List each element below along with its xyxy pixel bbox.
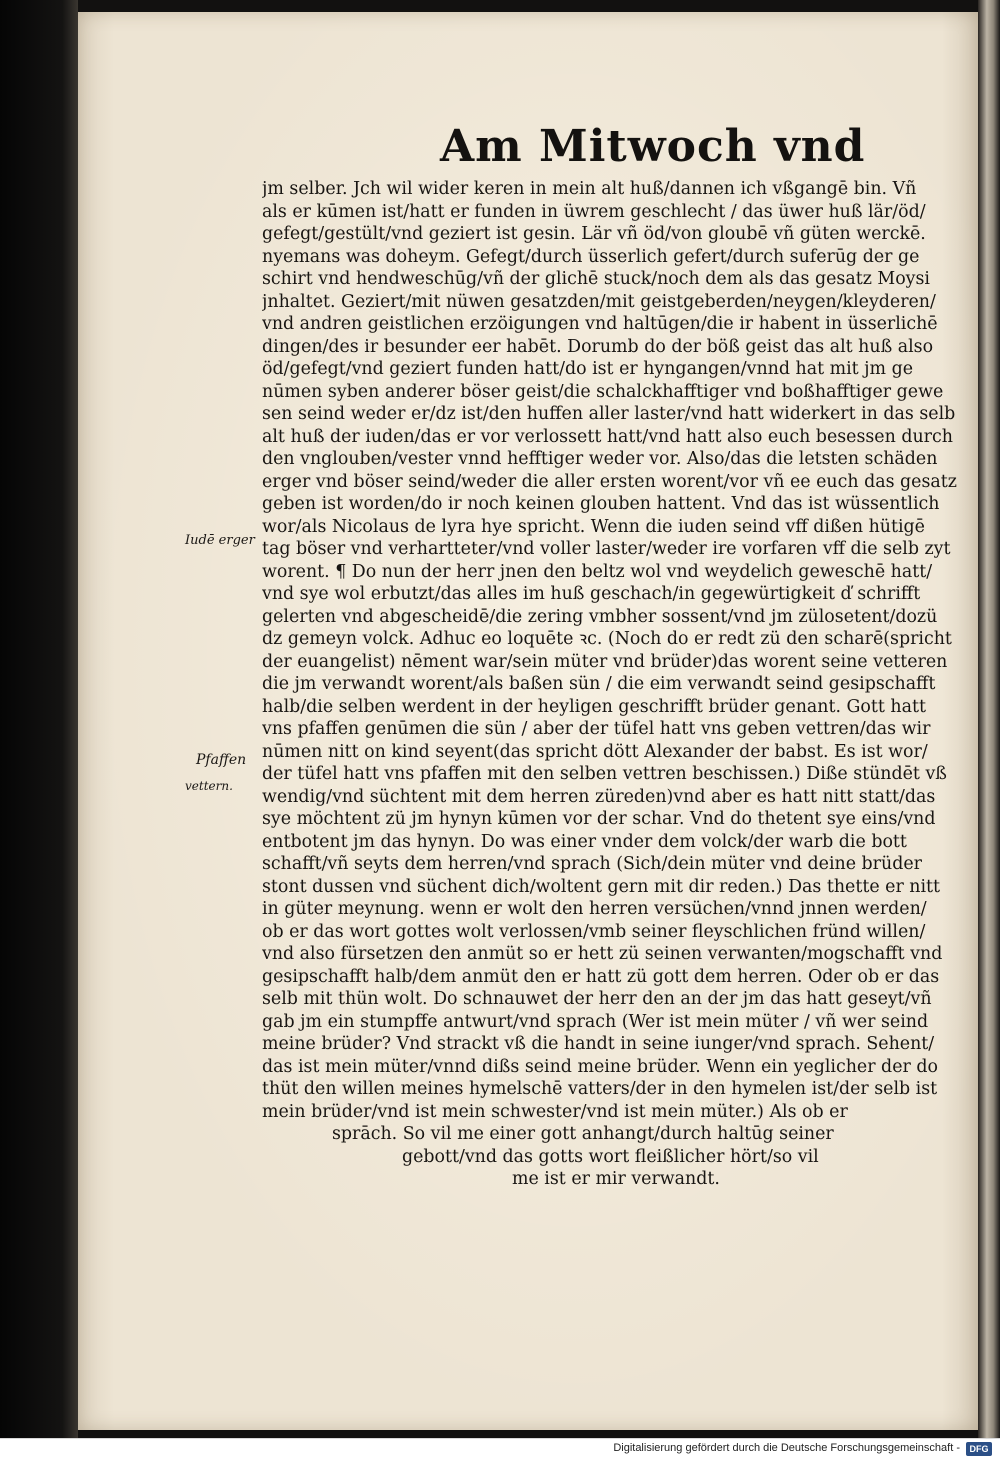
text-line: alt huß der iuden/das er vor verlossett hatt/vnd hatt also euch besessen durch — [262, 426, 953, 447]
margin-note-vettern: vettern. — [185, 779, 233, 793]
page-header: Am Mitwoch vnd — [440, 121, 866, 172]
text-line: halb/die selben werdent in der heyligen geschrifft brüder genant. Gott hatt — [262, 696, 926, 717]
body-text — [262, 178, 974, 1191]
text-line: gebott/vnd das gotts wort fleißlicher hört/so vil — [402, 1146, 819, 1167]
text-line: den vnglouben/vester vnnd hefftiger weder vor. Also/das die letsten schäden — [262, 449, 938, 469]
text-line: gab jm ein stumpffe antwurt/vnd sprach (Wer ist mein müter / vñ wer seind — [262, 1011, 929, 1032]
text-line: öd/gefegt/vnd geziert funden hatt/do ist er hyngangen/vnnd hat mit jm ge — [262, 359, 913, 379]
text-line: selb mit thün wolt. Do schnauwet der herr den an der jm das hatt geseyt/vñ — [262, 989, 932, 1009]
margin-note-iuden: Iudē erger — [185, 533, 255, 548]
text-line: dingen/des ir besunder eer habēt. Dorumb do der böß geist das alt huß also — [262, 336, 934, 357]
text-line: ob er das wort gottes wolt verlossen/vmb seiner fleyschlichen fründ willen/ — [262, 921, 926, 942]
text-line: tag böser vnd verhartteter/vnd voller laster/weder ire vorfaren vff die selb zyt — [262, 539, 951, 559]
text-line: vns pfaffen genūmen die sün / aber der tüfel hatt vns geben vettren/das wir — [262, 719, 931, 739]
text-line: stont dussen vnd süchent dich/woltent gern mit dir reden.) Das thette er nitt — [262, 876, 941, 897]
text-line: mein brüder/vnd ist mein schwester/vnd ist mein müter.) Als ob er — [262, 1101, 848, 1122]
text-line: gesipschafft halb/dem anmüt den er hatt zü gott dem herren. Oder ob er das — [262, 966, 940, 987]
margin-note-pfaffen: Pfaffen — [196, 752, 247, 768]
text-line: in güter meynung. wenn er wolt den herren versüchen/vnnd jnnen werden/ — [262, 899, 927, 919]
text-line: als er kūmen ist/hatt er funden in üwrem geschlecht / das üwer huß lär/öd/ — [262, 201, 926, 222]
text-line: jnhaltet. Geziert/mit nüwen gesatzden/mit geistgeberden/neygen/kleyderen/ — [262, 291, 936, 312]
text-line: thüt den willen meines hymelschē vatters/der in den hymelen ist/der selb ist — [262, 1079, 938, 1099]
text-line: vnd also fürsetzen den anmüt so er hett zü seinen verwanten/mogschafft vnd — [262, 944, 943, 964]
book-spine — [978, 0, 1000, 1438]
text-line: sye möchtent zü jm hynyn kūmen vor der schar. Vnd do thetent sye eins/vnd — [262, 809, 936, 829]
text-line: jm selber. Jch wil wider keren in mein alt huß/dannen ich vßgangē bin. Vñ — [262, 179, 917, 199]
text-line: schirt vnd hendweschūg/vñ der glichē stuck/noch dem als das gesatz Moysi — [262, 269, 930, 289]
text-line: gelerten vnd abgescheidē/die zering vmbher sossent/vnd jm zülosetent/dozü — [262, 606, 938, 627]
text-line: sprāch. So vil me einer gott anhangt/durch haltūg seiner — [332, 1124, 834, 1144]
scan-border-left — [0, 0, 78, 1438]
text-line: dz gemeyn volck. Adhuc eo loquēte ꝛc. (Noch do er redt zü den scharē(spricht — [262, 629, 952, 649]
text-line: der tüfel hatt vns pfaffen mit den selben vettren beschissen.) Diße stündēt vß — [262, 764, 947, 784]
text-line: meine brüder? Vnd strackt vß die handt in seine iunger/vnd sprach. Sehent/ — [262, 1034, 935, 1054]
text-line: nyemans was doheym. Gefegt/durch üsserlich gefert/durch suferūg der ge — [262, 246, 920, 267]
text-line: schafft/vñ seyts dem herren/vnd sprach (Sich/dein müter vnd deine brüder — [262, 854, 922, 874]
text-line: wor/als Nicolaus de lyra hye spricht. Wenn die iuden seind vff dißen hütigē — [262, 516, 925, 537]
text-line: nūmen nitt on kind seyent(das spricht dött Alexander der babst. Es ist wor/ — [262, 741, 928, 762]
text-line: me ist er mir verwandt. — [512, 1169, 720, 1189]
text-line: entbotent jm das hynyn. Do was einer vnder dem volck/der warb die bott — [262, 831, 907, 852]
footer-credit: Digitalisierung gefördert durch die Deutsche Forschungsgemeinschaft - — [613, 1442, 960, 1454]
text-line: vnd andren geistlichen erzöigungen vnd haltūgen/die ir habent in üsserlichē — [262, 314, 938, 334]
text-line: gefegt/gestült/vnd geziert ist gesin. Lär vñ öd/von gloubē vñ güten werckē. — [262, 224, 926, 244]
text-line: geben ist worden/do ir noch keinen glouben hattent. Vnd das ist wüssentlich — [262, 494, 940, 514]
text-line: der euangelist) nēment war/sein müter vnd brüder)das worent seine vetteren — [262, 651, 948, 672]
text-line: sen seind weder er/dz ist/den huffen aller laster/vnd hatt widerkert in das selb — [262, 404, 956, 424]
text-line: erger vnd böser seind/weder die aller ersten worent/vor vñ ee euch das gesatz — [262, 471, 957, 492]
text-line: das ist mein müter/vnnd dißs seind meine brüder. Wenn ein yeglicher der do — [262, 1056, 938, 1077]
text-line: worent. ¶ Do nun der herr jnen den beltz wol vnd weydelich geweschē hatt/ — [262, 561, 933, 582]
text-line: wendig/vnd süchtent mit dem herren züreden)vnd aber es hatt nitt statt/das — [262, 786, 936, 807]
text-line: nūmen syben anderer böser geist/die schalckhafftiger vnd boßhafftiger gewe — [262, 381, 944, 402]
dfg-logo-icon: DFG — [966, 1442, 992, 1456]
text-line: vnd sye wol erbutzt/das alles im huß geschach/in gegewürtigkeit ď schrifft — [262, 584, 921, 604]
text-line: die jm verwandt worent/als baßen sün / die eim verwandt seind gesipschafft — [262, 674, 936, 694]
footer-bar — [0, 1438, 1000, 1460]
